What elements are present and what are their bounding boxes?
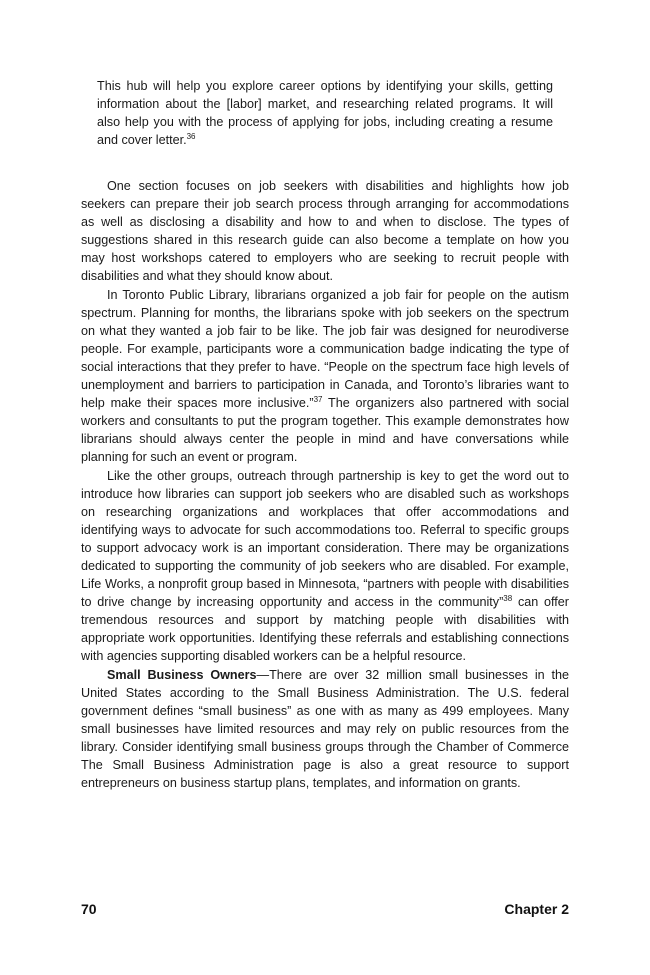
paragraph-toronto-library-part2: The organizers also partnered with social workers and consultants to put the program together. This example demonstrates how librarians should always center the people in mind and have conversations while planning for such an event or program. bbox=[81, 396, 569, 465]
block-quote-text bbox=[97, 77, 553, 149]
block-quote bbox=[97, 77, 553, 149]
block-quote-body: This hub will help you explore career options by identifying your skills, getting information about the [labor] market, and researching related programs. It will also help you with the process of applying for jobs, including creating a resume and cover letter. bbox=[97, 79, 553, 148]
run-in-heading-small-business: Small Business Owners bbox=[107, 667, 257, 682]
paragraph-outreach-part2: can offer tremendous resources and support by matching people with disabilities with appropriate work opportunities. Identifying these referrals and establishing connections with agencies supporting disabled workers can be a helpful resource. bbox=[81, 595, 569, 664]
paragraph-small-business bbox=[81, 666, 569, 793]
footnote-ref-37: 37 bbox=[313, 395, 323, 405]
page-number: 70 bbox=[81, 901, 97, 917]
paragraph-small-business-text: —There are over 32 million small businesses in the United States according to the Small Business Administration. The U.S. federal government defines “small business” as one with as many as 499 employees. Many small businesses have limited resources and may rely on public resources from the library. Consider identifying small business groups through the Chamber of Commerce The Small Business Administration page is also a great resource to support entrepreneurs on business startup plans, templates, and information on grants. bbox=[81, 667, 569, 791]
footnote-ref-36: 36 bbox=[186, 132, 196, 142]
footnote-ref-38: 38 bbox=[503, 594, 513, 604]
chapter-label: Chapter 2 bbox=[504, 901, 569, 917]
paragraph-job-seekers-disabilities: One section focuses on job seekers with disabilities and highlights how job seekers can prepare their job search process through arranging for accommodations as well as disclosing a disability and how to and when to disclose. The types of suggestions shared in this research guide can also become a template on how you may host workshops catered to employers who are seeking to recruit people with disabilities and what they should know about. bbox=[81, 179, 569, 284]
paragraph-toronto-library bbox=[81, 286, 569, 467]
paragraph-toronto-library-part1: In Toronto Public Library, librarians organized a job fair for people on the autism spectrum. Planning for months, the librarians spoke with job seekers on the spectrum on what they wanted a job fair to be like. The job fair was designed for neurodiverse people. For example, participants wore a communication badge indicating the type of social interactions that they prefer to have. “People on the spectrum face high levels of unemployment and barriers to participation in Canada, and Toronto’s libraries want to help make their spaces more inclusive.” bbox=[81, 287, 569, 411]
paragraph-outreach-part1: Like the other groups, outreach through partnership is key to get the word out to introduce how libraries can support job seekers who are disabled such as workshops on researching organizations and workplaces that offer accommodations and identifying ways to advocate for such accommodations too. Referral to specific groups to support advocacy work is an important consideration. There may be organizations dedicated to supporting the community of job seekers who are disabled. For example, Life Works, a nonprofit group based in Minnesota, “partners with people with disabilities to drive change by increasing opportunity and access in the community” bbox=[81, 468, 569, 610]
body-text bbox=[81, 177, 569, 792]
paragraph-outreach-partnership bbox=[81, 467, 569, 666]
page-footer bbox=[81, 900, 569, 920]
